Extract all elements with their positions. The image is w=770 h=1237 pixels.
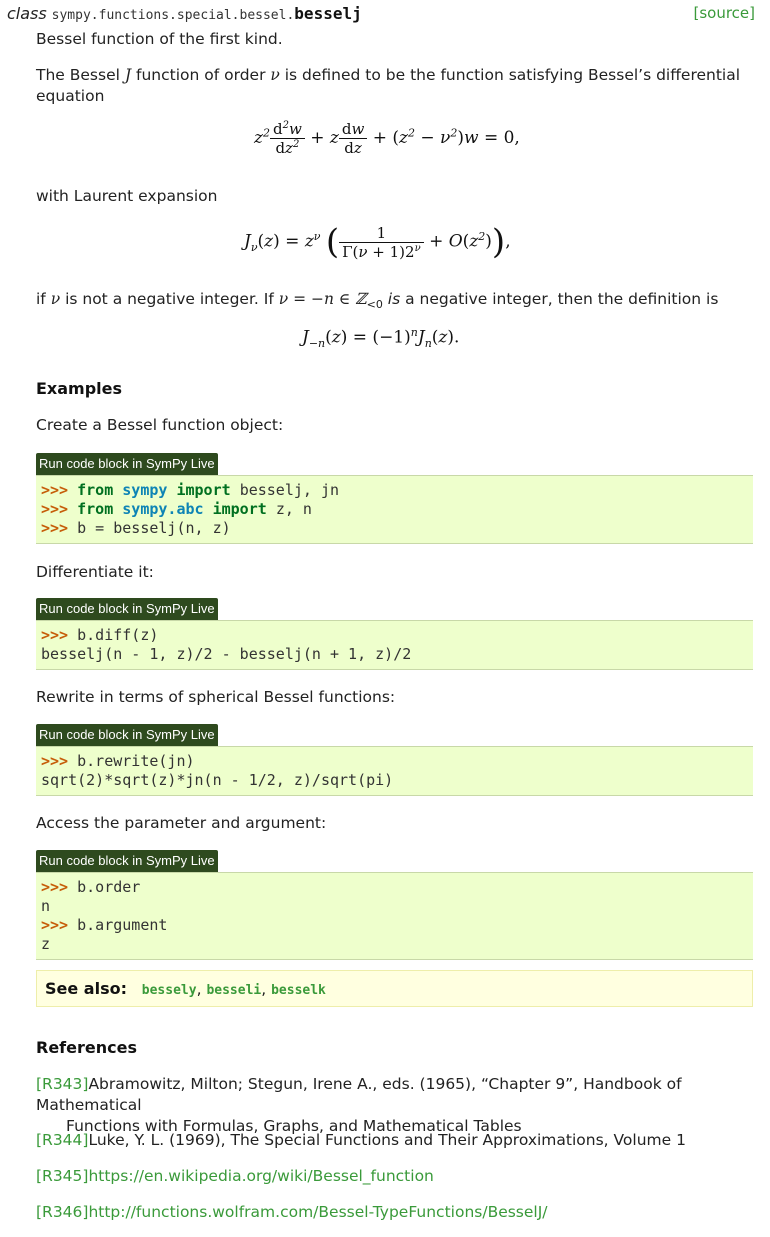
references-heading: References — [36, 1038, 137, 1057]
example-caption: Differentiate it: — [36, 563, 154, 581]
code-line: >>> b.rewrite(jn) — [41, 752, 195, 770]
example-caption: Access the parameter and argument: — [36, 814, 327, 832]
condition-text: if ν is not a negative integer. If ν = −n ∈ ℤ$_{<0}$ is a negative integer, then the definition is — [36, 290, 719, 312]
see-also-link-bessely[interactable]: bessely — [141, 983, 197, 998]
see-also-box: See also: bessely, besseli, besselk — [36, 970, 753, 1007]
examples-heading: Examples — [36, 379, 123, 398]
code-line: besselj(n - 1, z)/2 - besselj(n + 1, z)/2 — [41, 645, 412, 663]
code-block — [36, 872, 753, 960]
laurent-text: with Laurent expansion — [36, 187, 218, 205]
code-line: sqrt(2)*sqrt(z)*jn(n - 1/2, z)/sqrt(pi) — [41, 771, 394, 789]
code-line: z — [41, 935, 51, 953]
laurent-expansion-equation: $J_\nu(z) = z^\nu$ ( $\frac{1}{\Gamma(\nu + 1)2^\nu}$ + $O(z^2)$), — [244, 222, 511, 262]
reference-item — [36, 1166, 751, 1187]
run-code-button[interactable]: Run code block in SymPy Live — [36, 724, 218, 746]
code-block: >>> from sympy import besselj, jn >>> from sympy.abc import z, n >>> b = besselj(n, z) — [36, 475, 753, 544]
reference-url-link[interactable]: https://en.wikipedia.org/wiki/Bessel_function — [88, 1167, 434, 1185]
reference-url-link[interactable]: http://functions.wolfram.com/Bessel-TypeFunctions/BesselJ/ — [88, 1203, 548, 1221]
reference-label[interactable]: [R345] — [36, 1167, 89, 1185]
reference-label[interactable]: [R346] — [36, 1203, 89, 1221]
function-signature — [7, 4, 755, 26]
reference-label[interactable]: [R343] — [36, 1075, 89, 1093]
code-line: >>> b.order — [41, 878, 141, 896]
bessel-differential-equation: $z^2$ $\frac{d^2w}{dz^2}$ + z $\frac{dw}{dz}$ + $(z^2 - \nu^2)w = 0$, — [254, 120, 520, 157]
module-path: sympy.functions.special.bessel. — [51, 8, 295, 23]
reference-label[interactable]: [R344] — [36, 1131, 89, 1149]
code-line: >>> b.diff(z) — [41, 626, 159, 644]
see-also-link-besselk[interactable]: besselk — [271, 983, 326, 998]
code-block — [36, 620, 753, 670]
run-code-button[interactable]: Run code block in SymPy Live — [36, 598, 218, 620]
intro-text: Bessel function of the first kind. — [36, 30, 283, 48]
see-also-label: See also: — [45, 979, 127, 998]
reference-item — [36, 1202, 751, 1223]
run-code-button[interactable]: Run code block in SymPy Live — [36, 453, 218, 475]
definition-text: The Bessel J function of order ν is defined to be the function satisfying Bessel’s differential equation — [36, 66, 741, 105]
reference-item: [R343]Abramowitz, Milton; Stegun, Irene A., eds. (1965), “Chapter 9”, Handbook of Mathematical Functions with Formulas, Graphs, and Mathematical Tables — [36, 1075, 682, 1135]
class-keyword: class — [7, 4, 47, 23]
function-name: besselj — [294, 4, 362, 23]
run-code-button[interactable]: Run code block in SymPy Live — [36, 850, 218, 872]
code-line: >>> b.argument — [41, 916, 168, 934]
negative-order-equation: $J_{-n}(z) = (-1)^nJ_n(z)$. — [302, 326, 460, 351]
code-block — [36, 746, 753, 796]
example-caption: Create a Bessel function object: — [36, 416, 284, 434]
see-also-link-besseli[interactable]: besseli — [206, 983, 262, 998]
code-line: n — [41, 897, 51, 915]
reference-item: [R344]Luke, Y. L. (1969), The Special Functions and Their Approximations, Volume 1 — [36, 1131, 686, 1149]
example-caption: Rewrite in terms of spherical Bessel functions: — [36, 688, 396, 706]
source-link[interactable]: [source] — [693, 4, 755, 22]
